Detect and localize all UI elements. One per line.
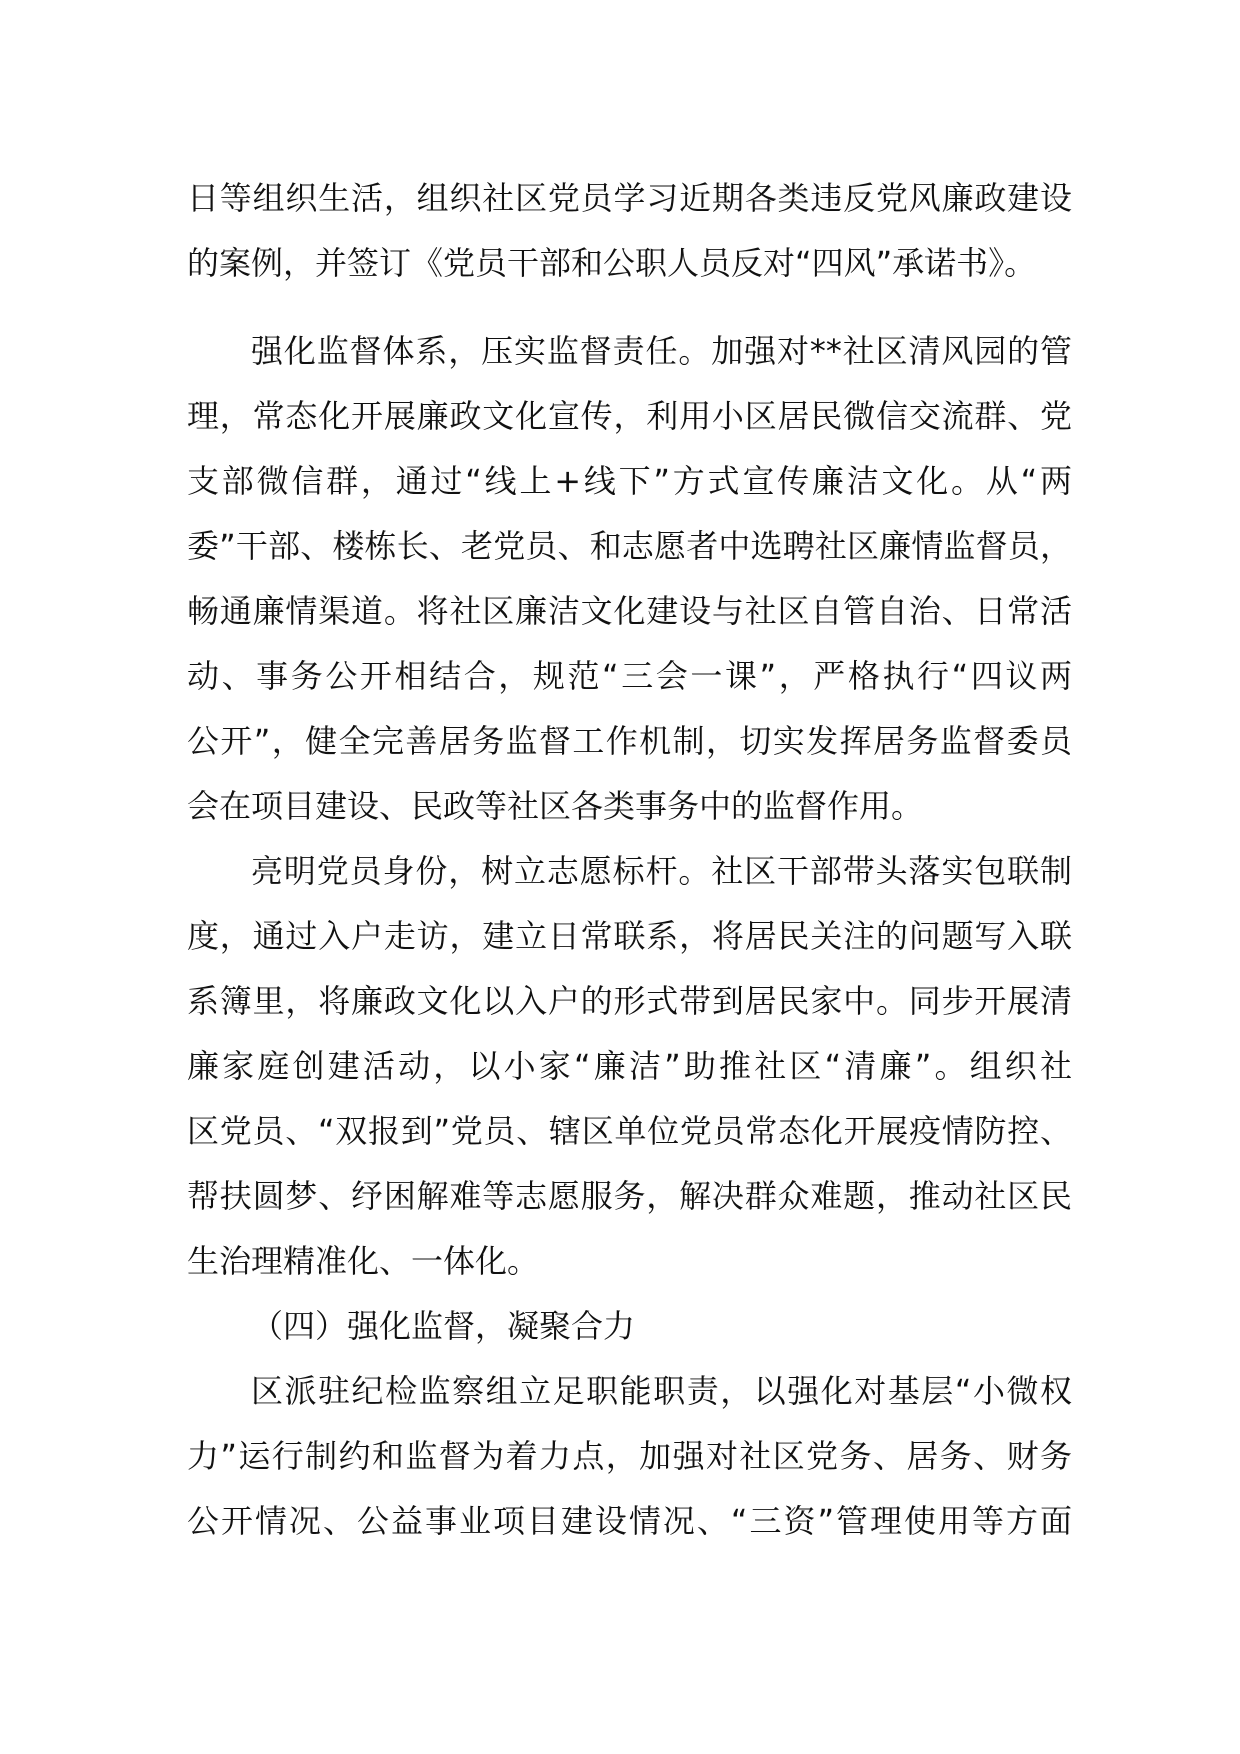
text-line: 度，通过入户走访，建立日常联系，将居民关注的问题写入联	[187, 917, 1072, 955]
text-line: 帮扶圆梦、纾困解难等志愿服务，解决群众难题，推动社区民	[187, 1177, 1072, 1215]
text-line: 区派驻纪检监察组立足职能职责，以强化对基层“小微权	[251, 1372, 1072, 1410]
text-line: 区党员、“双报到”党员、辖区单位党员常态化开展疫情防控、	[187, 1112, 1072, 1150]
text-line: 支部微信群，通过“线上+线下”方式宣传廉洁文化。从“两	[187, 462, 1072, 500]
text-line: 生治理精准化、一体化。	[187, 1242, 540, 1280]
section-heading: （四）强化监督，凝聚合力	[251, 1307, 636, 1345]
text-line: 委”干部、楼栋长、老党员、和志愿者中选聘社区廉情监督员，	[187, 527, 1072, 565]
text-line: 日等组织生活，组织社区党员学习近期各类违反党风廉政建设	[187, 179, 1072, 217]
text-line: 公开情况、公益事业项目建设情况、“三资”管理使用等方面	[187, 1502, 1072, 1540]
paragraph-supervision-system	[187, 319, 1072, 839]
paragraph-continuation	[187, 166, 1072, 296]
document-page	[187, 166, 1072, 1554]
text-line: 理，常态化开展廉政文化宣传，利用小区居民微信交流群、党	[187, 397, 1072, 435]
text-line: 力”运行制约和监督为着力点，加强对社区党务、居务、财务	[187, 1437, 1072, 1475]
text-line: 系簿里，将廉政文化以入户的形式带到居民家中。同步开展清	[187, 982, 1072, 1020]
text-line: 的案例，并签订《党员干部和公职人员反对“四风”承诺书》。	[187, 244, 1037, 282]
text-line: 畅通廉情渠道。将社区廉洁文化建设与社区自管自治、日常活	[187, 592, 1072, 630]
text-line: 会在项目建设、民政等社区各类事务中的监督作用。	[187, 787, 924, 825]
paragraph-party-identity	[187, 839, 1072, 1294]
text-line: 亮明党员身份，树立志愿标杆。社区干部带头落实包联制	[251, 852, 1072, 890]
text-line: 公开”，健全完善居务监督工作机制，切实发挥居务监督委员	[187, 722, 1072, 760]
text-line: 廉家庭创建活动，以小家“廉洁”助推社区“清廉”。组织社	[187, 1047, 1072, 1085]
paragraph-discipline-inspection	[187, 1359, 1072, 1554]
text-line: 动、事务公开相结合，规范“三会一课”，严格执行“四议两	[187, 657, 1072, 695]
text-line: 强化监督体系，压实监督责任。加强对**社区清风园的管	[251, 332, 1072, 370]
